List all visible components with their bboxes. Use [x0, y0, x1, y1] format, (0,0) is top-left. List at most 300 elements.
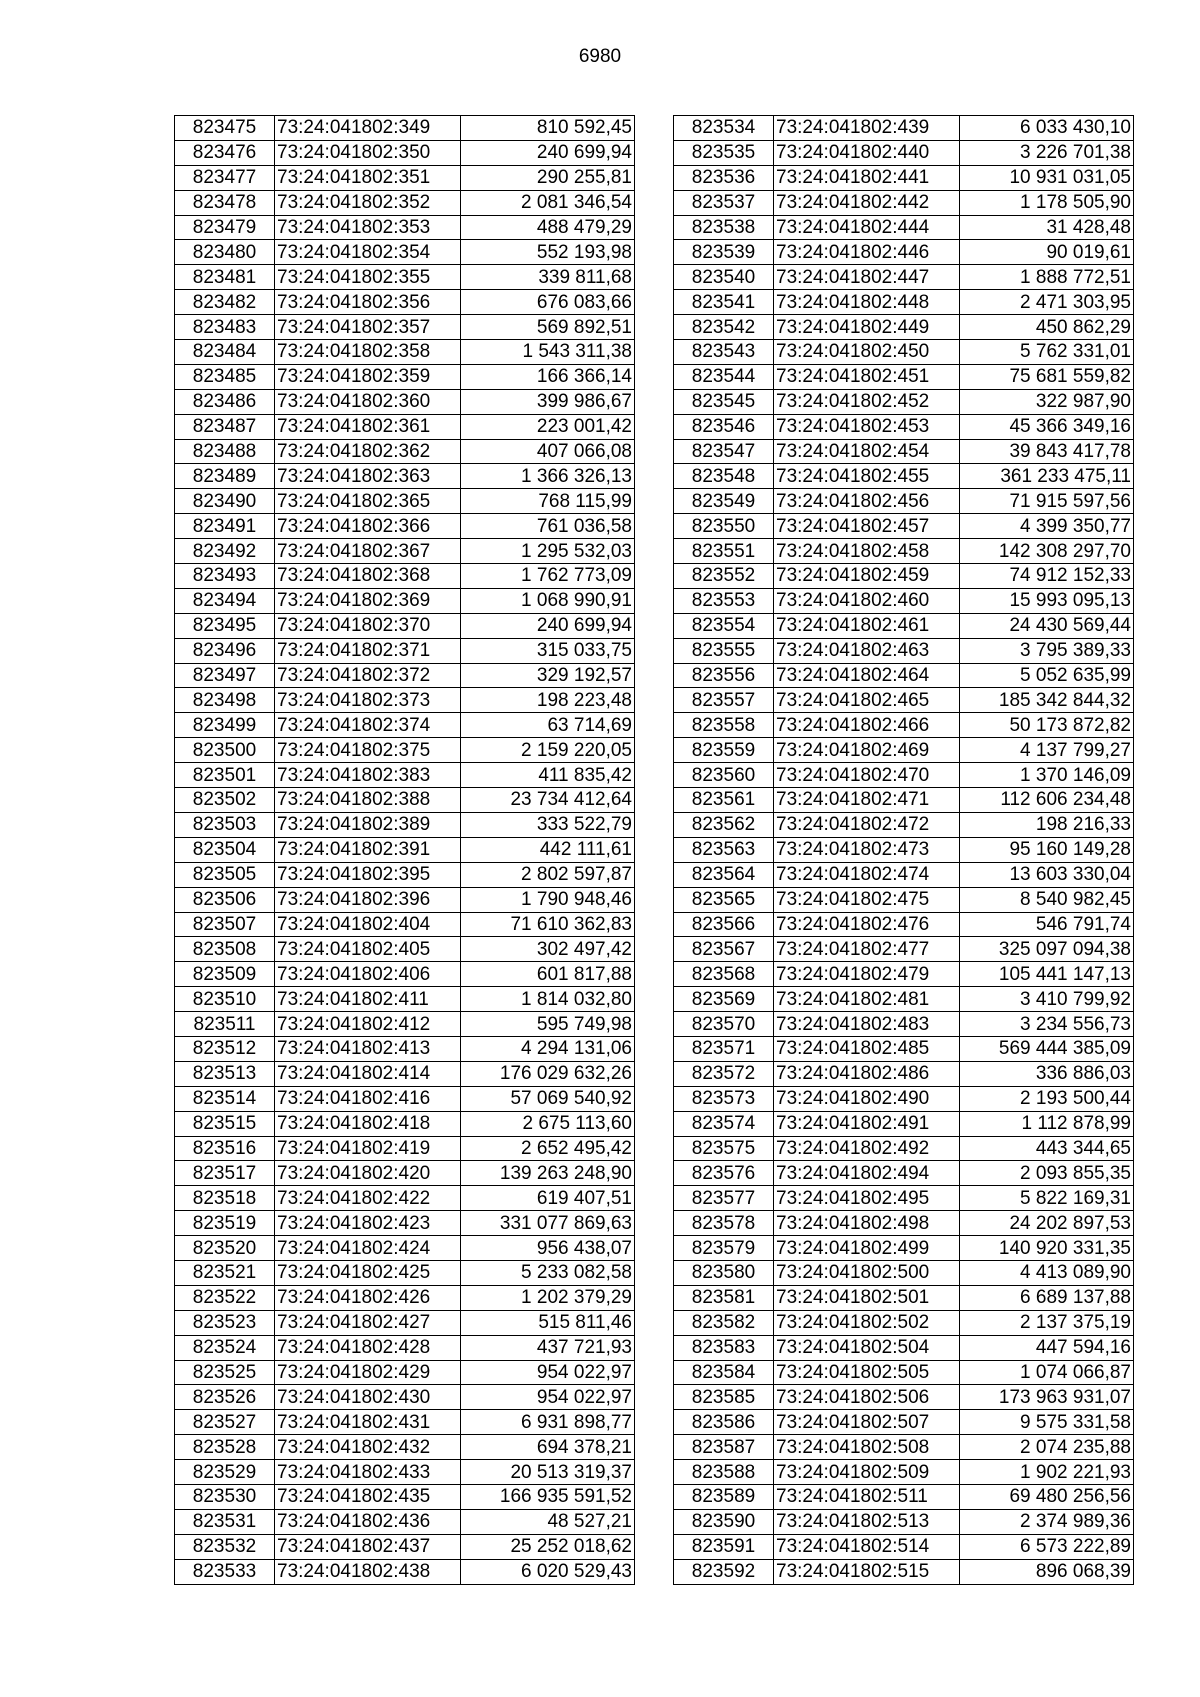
row-id-cell: 823569	[674, 987, 774, 1012]
value-cell: 954 022,97	[461, 1385, 635, 1410]
row-id-cell: 823570	[674, 1012, 774, 1037]
value-cell: 333 522,79	[461, 812, 635, 837]
value-cell: 2 193 500,44	[960, 1086, 1134, 1111]
cadastral-number-cell: 73:24:041802:432	[275, 1435, 461, 1460]
table-row	[674, 638, 1134, 663]
table-row	[175, 588, 635, 613]
row-id-cell: 823487	[175, 414, 275, 439]
cadastral-number-cell: 73:24:041802:412	[275, 1012, 461, 1037]
value-cell: 6 931 898,77	[461, 1410, 635, 1435]
cadastral-number-cell: 73:24:041802:477	[774, 937, 960, 962]
table-row	[175, 240, 635, 265]
table-row	[175, 837, 635, 862]
value-cell: 95 160 149,28	[960, 837, 1134, 862]
row-id-cell: 823542	[674, 315, 774, 340]
row-id-cell: 823488	[175, 439, 275, 464]
value-cell: 450 862,29	[960, 315, 1134, 340]
value-cell: 1 068 990,91	[461, 588, 635, 613]
cadastral-number-cell: 73:24:041802:358	[275, 340, 461, 365]
value-cell: 2 081 346,54	[461, 190, 635, 215]
row-id-cell: 823477	[175, 165, 275, 190]
value-cell: 139 263 248,90	[461, 1161, 635, 1186]
table-row	[175, 1310, 635, 1335]
cadastral-number-cell: 73:24:041802:442	[774, 190, 960, 215]
value-cell: 4 137 799,27	[960, 738, 1134, 763]
row-id-cell: 823496	[175, 638, 275, 663]
table-row	[175, 788, 635, 813]
table-row	[674, 688, 1134, 713]
row-id-cell: 823519	[175, 1211, 275, 1236]
row-id-cell: 823558	[674, 713, 774, 738]
table-row	[674, 1061, 1134, 1086]
value-cell: 2 675 113,60	[461, 1111, 635, 1136]
table-row	[674, 539, 1134, 564]
cadastral-number-cell: 73:24:041802:514	[774, 1534, 960, 1559]
table-row	[175, 738, 635, 763]
cadastral-number-cell: 73:24:041802:454	[774, 439, 960, 464]
row-id-cell: 823546	[674, 414, 774, 439]
value-cell: 411 835,42	[461, 763, 635, 788]
cadastral-number-cell: 73:24:041802:391	[275, 837, 461, 862]
cadastral-number-cell: 73:24:041802:491	[774, 1111, 960, 1136]
cadastral-number-cell: 73:24:041802:458	[774, 539, 960, 564]
cadastral-number-cell: 73:24:041802:495	[774, 1186, 960, 1211]
table-row	[674, 1559, 1134, 1584]
row-id-cell: 823568	[674, 962, 774, 987]
cadastral-number-cell: 73:24:041802:469	[774, 738, 960, 763]
row-id-cell: 823585	[674, 1385, 774, 1410]
value-cell: 25 252 018,62	[461, 1534, 635, 1559]
table-row	[175, 1136, 635, 1161]
cadastral-number-cell: 73:24:041802:352	[275, 190, 461, 215]
cadastral-number-cell: 73:24:041802:463	[774, 638, 960, 663]
value-cell: 619 407,51	[461, 1186, 635, 1211]
table-row	[674, 788, 1134, 813]
cadastral-number-cell: 73:24:041802:457	[774, 514, 960, 539]
cadastral-number-cell: 73:24:041802:356	[275, 290, 461, 315]
value-cell: 595 749,98	[461, 1012, 635, 1037]
cadastral-number-cell: 73:24:041802:449	[774, 315, 960, 340]
row-id-cell: 823543	[674, 340, 774, 365]
value-cell: 447 594,16	[960, 1335, 1134, 1360]
table-row	[674, 414, 1134, 439]
value-cell: 1 112 878,99	[960, 1111, 1134, 1136]
table-row	[175, 638, 635, 663]
table-row	[674, 1186, 1134, 1211]
value-cell: 23 734 412,64	[461, 788, 635, 813]
cadastral-number-cell: 73:24:041802:475	[774, 887, 960, 912]
table-row	[674, 1136, 1134, 1161]
cadastral-number-cell: 73:24:041802:406	[275, 962, 461, 987]
cadastral-number-cell: 73:24:041802:466	[774, 713, 960, 738]
cadastral-number-cell: 73:24:041802:506	[774, 1385, 960, 1410]
cadastral-number-cell: 73:24:041802:441	[774, 165, 960, 190]
cadastral-number-cell: 73:24:041802:375	[275, 738, 461, 763]
value-cell: 6 033 430,10	[960, 116, 1134, 141]
value-cell: 1 178 505,90	[960, 190, 1134, 215]
row-id-cell: 823589	[674, 1484, 774, 1509]
value-cell: 6 020 529,43	[461, 1559, 635, 1584]
cadastral-number-cell: 73:24:041802:465	[774, 688, 960, 713]
table-row	[674, 116, 1134, 141]
value-cell: 2 652 495,42	[461, 1136, 635, 1161]
table-row	[674, 1534, 1134, 1559]
value-cell: 1 202 379,29	[461, 1285, 635, 1310]
value-cell: 2 137 375,19	[960, 1310, 1134, 1335]
cadastral-number-cell: 73:24:041802:418	[275, 1111, 461, 1136]
cadastral-number-cell: 73:24:041802:354	[275, 240, 461, 265]
value-cell: 185 342 844,32	[960, 688, 1134, 713]
value-cell: 336 886,03	[960, 1061, 1134, 1086]
value-cell: 1 074 066,87	[960, 1360, 1134, 1385]
table-row	[674, 887, 1134, 912]
row-id-cell: 823553	[674, 588, 774, 613]
row-id-cell: 823529	[175, 1460, 275, 1485]
table-row	[674, 290, 1134, 315]
value-cell: 10 931 031,05	[960, 165, 1134, 190]
table-row	[175, 1509, 635, 1534]
row-id-cell: 823534	[674, 116, 774, 141]
cadastral-number-cell: 73:24:041802:373	[275, 688, 461, 713]
row-id-cell: 823561	[674, 788, 774, 813]
table-row	[674, 1460, 1134, 1485]
table-row	[674, 862, 1134, 887]
table-row	[674, 962, 1134, 987]
cadastral-number-cell: 73:24:041802:459	[774, 564, 960, 589]
cadastral-number-cell: 73:24:041802:425	[275, 1260, 461, 1285]
value-cell: 74 912 152,33	[960, 564, 1134, 589]
table-row	[674, 1086, 1134, 1111]
row-id-cell: 823520	[175, 1236, 275, 1261]
row-id-cell: 823475	[175, 116, 275, 141]
value-cell: 9 575 331,58	[960, 1410, 1134, 1435]
cadastral-number-cell: 73:24:041802:474	[774, 862, 960, 887]
cadastral-number-cell: 73:24:041802:436	[275, 1509, 461, 1534]
table-row	[175, 564, 635, 589]
cadastral-number-cell: 73:24:041802:405	[275, 937, 461, 962]
row-id-cell: 823507	[175, 912, 275, 937]
row-id-cell: 823518	[175, 1186, 275, 1211]
table-row	[674, 315, 1134, 340]
row-id-cell: 823567	[674, 937, 774, 962]
row-id-cell: 823536	[674, 165, 774, 190]
table-row	[175, 439, 635, 464]
cadastral-number-cell: 73:24:041802:437	[275, 1534, 461, 1559]
cadastral-number-cell: 73:24:041802:404	[275, 912, 461, 937]
table-row	[674, 1036, 1134, 1061]
cadastral-number-cell: 73:24:041802:362	[275, 439, 461, 464]
cadastral-number-cell: 73:24:041802:414	[275, 1061, 461, 1086]
table-row	[674, 1211, 1134, 1236]
table-row	[175, 340, 635, 365]
row-id-cell: 823508	[175, 937, 275, 962]
cadastral-number-cell: 73:24:041802:361	[275, 414, 461, 439]
table-row	[175, 1061, 635, 1086]
table-row	[674, 564, 1134, 589]
row-id-cell: 823575	[674, 1136, 774, 1161]
cadastral-number-cell: 73:24:041802:367	[275, 539, 461, 564]
cadastral-number-cell: 73:24:041802:498	[774, 1211, 960, 1236]
row-id-cell: 823503	[175, 812, 275, 837]
value-cell: 1 814 032,80	[461, 987, 635, 1012]
cadastral-number-cell: 73:24:041802:371	[275, 638, 461, 663]
value-cell: 2 471 303,95	[960, 290, 1134, 315]
cadastral-number-cell: 73:24:041802:369	[275, 588, 461, 613]
row-id-cell: 823509	[175, 962, 275, 987]
row-id-cell: 823486	[175, 389, 275, 414]
row-id-cell: 823479	[175, 215, 275, 240]
cadastral-number-cell: 73:24:041802:461	[774, 613, 960, 638]
value-cell: 71 610 362,83	[461, 912, 635, 937]
value-cell: 3 795 389,33	[960, 638, 1134, 663]
table-row	[175, 190, 635, 215]
table-row	[674, 1310, 1134, 1335]
cadastral-number-cell: 73:24:041802:416	[275, 1086, 461, 1111]
cadastral-number-cell: 73:24:041802:431	[275, 1410, 461, 1435]
value-cell: 69 480 256,56	[960, 1484, 1134, 1509]
value-cell: 1 295 532,03	[461, 539, 635, 564]
row-id-cell: 823533	[175, 1559, 275, 1584]
row-id-cell: 823521	[175, 1260, 275, 1285]
cadastral-number-cell: 73:24:041802:423	[275, 1211, 461, 1236]
cadastral-number-cell: 73:24:041802:479	[774, 962, 960, 987]
table-row	[674, 1484, 1134, 1509]
value-cell: 322 987,90	[960, 389, 1134, 414]
value-cell: 569 892,51	[461, 315, 635, 340]
row-id-cell: 823592	[674, 1559, 774, 1584]
table-row	[674, 812, 1134, 837]
table-row	[674, 912, 1134, 937]
row-id-cell: 823478	[175, 190, 275, 215]
table-row	[674, 464, 1134, 489]
row-id-cell: 823494	[175, 588, 275, 613]
row-id-cell: 823484	[175, 340, 275, 365]
row-id-cell: 823482	[175, 290, 275, 315]
cadastral-number-cell: 73:24:041802:448	[774, 290, 960, 315]
table-row	[175, 514, 635, 539]
table-row	[175, 1086, 635, 1111]
table-row	[175, 663, 635, 688]
row-id-cell: 823556	[674, 663, 774, 688]
value-cell: 694 378,21	[461, 1435, 635, 1460]
row-id-cell: 823580	[674, 1260, 774, 1285]
table-row	[175, 688, 635, 713]
cadastral-number-cell: 73:24:041802:476	[774, 912, 960, 937]
value-cell: 48 527,21	[461, 1509, 635, 1534]
value-cell: 488 479,29	[461, 215, 635, 240]
row-id-cell: 823541	[674, 290, 774, 315]
table-row	[674, 1012, 1134, 1037]
row-id-cell: 823500	[175, 738, 275, 763]
row-id-cell: 823587	[674, 1435, 774, 1460]
cadastral-number-cell: 73:24:041802:360	[275, 389, 461, 414]
row-id-cell: 823515	[175, 1111, 275, 1136]
table-row	[674, 389, 1134, 414]
row-id-cell: 823483	[175, 315, 275, 340]
table-row	[175, 1410, 635, 1435]
table-row	[674, 663, 1134, 688]
row-id-cell: 823582	[674, 1310, 774, 1335]
cadastral-number-cell: 73:24:041802:428	[275, 1335, 461, 1360]
row-id-cell: 823523	[175, 1310, 275, 1335]
cadastral-number-cell: 73:24:041802:413	[275, 1036, 461, 1061]
cadastral-number-cell: 73:24:041802:374	[275, 713, 461, 738]
cadastral-number-cell: 73:24:041802:450	[774, 340, 960, 365]
table-row	[674, 340, 1134, 365]
cadastral-number-cell: 73:24:041802:440	[774, 140, 960, 165]
value-cell: 50 173 872,82	[960, 713, 1134, 738]
table-row	[175, 140, 635, 165]
table-row	[175, 1559, 635, 1584]
cadastral-number-cell: 73:24:041802:515	[774, 1559, 960, 1584]
value-cell: 4 399 350,77	[960, 514, 1134, 539]
cadastral-number-cell: 73:24:041802:490	[774, 1086, 960, 1111]
table-row	[674, 713, 1134, 738]
table-row	[175, 489, 635, 514]
cadastral-number-cell: 73:24:041802:444	[774, 215, 960, 240]
row-id-cell: 823581	[674, 1285, 774, 1310]
cadastral-number-cell: 73:24:041802:464	[774, 663, 960, 688]
cadastral-number-cell: 73:24:041802:439	[774, 116, 960, 141]
row-id-cell: 823552	[674, 564, 774, 589]
value-cell: 198 216,33	[960, 812, 1134, 837]
row-id-cell: 823555	[674, 638, 774, 663]
row-id-cell: 823574	[674, 1111, 774, 1136]
value-cell: 956 438,07	[461, 1236, 635, 1261]
row-id-cell: 823528	[175, 1435, 275, 1460]
page-number: 6980	[578, 46, 622, 67]
row-id-cell: 823504	[175, 837, 275, 862]
cadastral-number-cell: 73:24:041802:435	[275, 1484, 461, 1509]
value-cell: 57 069 540,92	[461, 1086, 635, 1111]
cadastral-number-cell: 73:24:041802:427	[275, 1310, 461, 1335]
table-row	[674, 1111, 1134, 1136]
cadastral-number-cell: 73:24:041802:446	[774, 240, 960, 265]
value-cell: 8 540 982,45	[960, 887, 1134, 912]
table-row	[674, 837, 1134, 862]
table-row	[175, 1435, 635, 1460]
cadastral-number-cell: 73:24:041802:433	[275, 1460, 461, 1485]
row-id-cell: 823591	[674, 1534, 774, 1559]
value-cell: 569 444 385,09	[960, 1036, 1134, 1061]
table-row	[175, 414, 635, 439]
value-cell: 2 374 989,36	[960, 1509, 1134, 1534]
table-row	[175, 1285, 635, 1310]
row-id-cell: 823532	[175, 1534, 275, 1559]
row-id-cell: 823495	[175, 613, 275, 638]
value-cell: 142 308 297,70	[960, 539, 1134, 564]
table-row	[175, 165, 635, 190]
table-row	[674, 140, 1134, 165]
value-cell: 768 115,99	[461, 489, 635, 514]
table-row	[674, 1385, 1134, 1410]
row-id-cell: 823557	[674, 688, 774, 713]
value-cell: 15 993 095,13	[960, 588, 1134, 613]
value-cell: 331 077 869,63	[461, 1211, 635, 1236]
table-row	[674, 1410, 1134, 1435]
value-cell: 173 963 931,07	[960, 1385, 1134, 1410]
row-id-cell: 823548	[674, 464, 774, 489]
cadastral-number-cell: 73:24:041802:372	[275, 663, 461, 688]
cadastral-number-cell: 73:24:041802:481	[774, 987, 960, 1012]
cadastral-number-cell: 73:24:041802:438	[275, 1559, 461, 1584]
row-id-cell: 823492	[175, 539, 275, 564]
table-row	[674, 364, 1134, 389]
value-cell: 1 762 773,09	[461, 564, 635, 589]
cadastral-number-cell: 73:24:041802:485	[774, 1036, 960, 1061]
row-id-cell: 823480	[175, 240, 275, 265]
table-row	[674, 190, 1134, 215]
value-cell: 896 068,39	[960, 1559, 1134, 1584]
table-row	[175, 389, 635, 414]
cadastral-number-cell: 73:24:041802:504	[774, 1335, 960, 1360]
table-row	[674, 1509, 1134, 1534]
row-id-cell: 823544	[674, 364, 774, 389]
table-row	[175, 613, 635, 638]
value-cell: 112 606 234,48	[960, 788, 1134, 813]
row-id-cell: 823501	[175, 763, 275, 788]
table-row	[674, 1161, 1134, 1186]
row-id-cell: 823490	[175, 489, 275, 514]
table-row	[175, 763, 635, 788]
row-id-cell: 823531	[175, 1509, 275, 1534]
cadastral-number-cell: 73:24:041802:430	[275, 1385, 461, 1410]
row-id-cell: 823527	[175, 1410, 275, 1435]
cadastral-number-cell: 73:24:041802:472	[774, 812, 960, 837]
row-id-cell: 823572	[674, 1061, 774, 1086]
table-row	[175, 215, 635, 240]
value-cell: 315 033,75	[461, 638, 635, 663]
row-id-cell: 823538	[674, 215, 774, 240]
cadastral-number-cell: 73:24:041802:350	[275, 140, 461, 165]
value-cell: 75 681 559,82	[960, 364, 1134, 389]
cadastral-number-cell: 73:24:041802:455	[774, 464, 960, 489]
table-row	[175, 1260, 635, 1285]
value-cell: 13 603 330,04	[960, 862, 1134, 887]
cadastral-number-cell: 73:24:041802:501	[774, 1285, 960, 1310]
table-row	[175, 987, 635, 1012]
value-cell: 546 791,74	[960, 912, 1134, 937]
cadastral-number-cell: 73:24:041802:349	[275, 116, 461, 141]
value-cell: 223 001,42	[461, 414, 635, 439]
row-id-cell: 823545	[674, 389, 774, 414]
cadastral-number-cell: 73:24:041802:365	[275, 489, 461, 514]
table-row	[175, 1111, 635, 1136]
table-row	[674, 1360, 1134, 1385]
table-row	[175, 1360, 635, 1385]
value-cell: 3 410 799,92	[960, 987, 1134, 1012]
row-id-cell: 823564	[674, 862, 774, 887]
table-row	[674, 738, 1134, 763]
table-row	[674, 937, 1134, 962]
row-id-cell: 823535	[674, 140, 774, 165]
table-row	[175, 1161, 635, 1186]
cadastral-number-cell: 73:24:041802:494	[774, 1161, 960, 1186]
cadastral-number-cell: 73:24:041802:419	[275, 1136, 461, 1161]
table-row	[674, 1335, 1134, 1360]
table-row	[175, 713, 635, 738]
value-cell: 4 413 089,90	[960, 1260, 1134, 1285]
table-row	[674, 1260, 1134, 1285]
table-row	[175, 1036, 635, 1061]
value-cell: 198 223,48	[461, 688, 635, 713]
table-row	[674, 1435, 1134, 1460]
value-cell: 176 029 632,26	[461, 1061, 635, 1086]
value-cell: 71 915 597,56	[960, 489, 1134, 514]
row-id-cell: 823586	[674, 1410, 774, 1435]
row-id-cell: 823512	[175, 1036, 275, 1061]
row-id-cell: 823584	[674, 1360, 774, 1385]
